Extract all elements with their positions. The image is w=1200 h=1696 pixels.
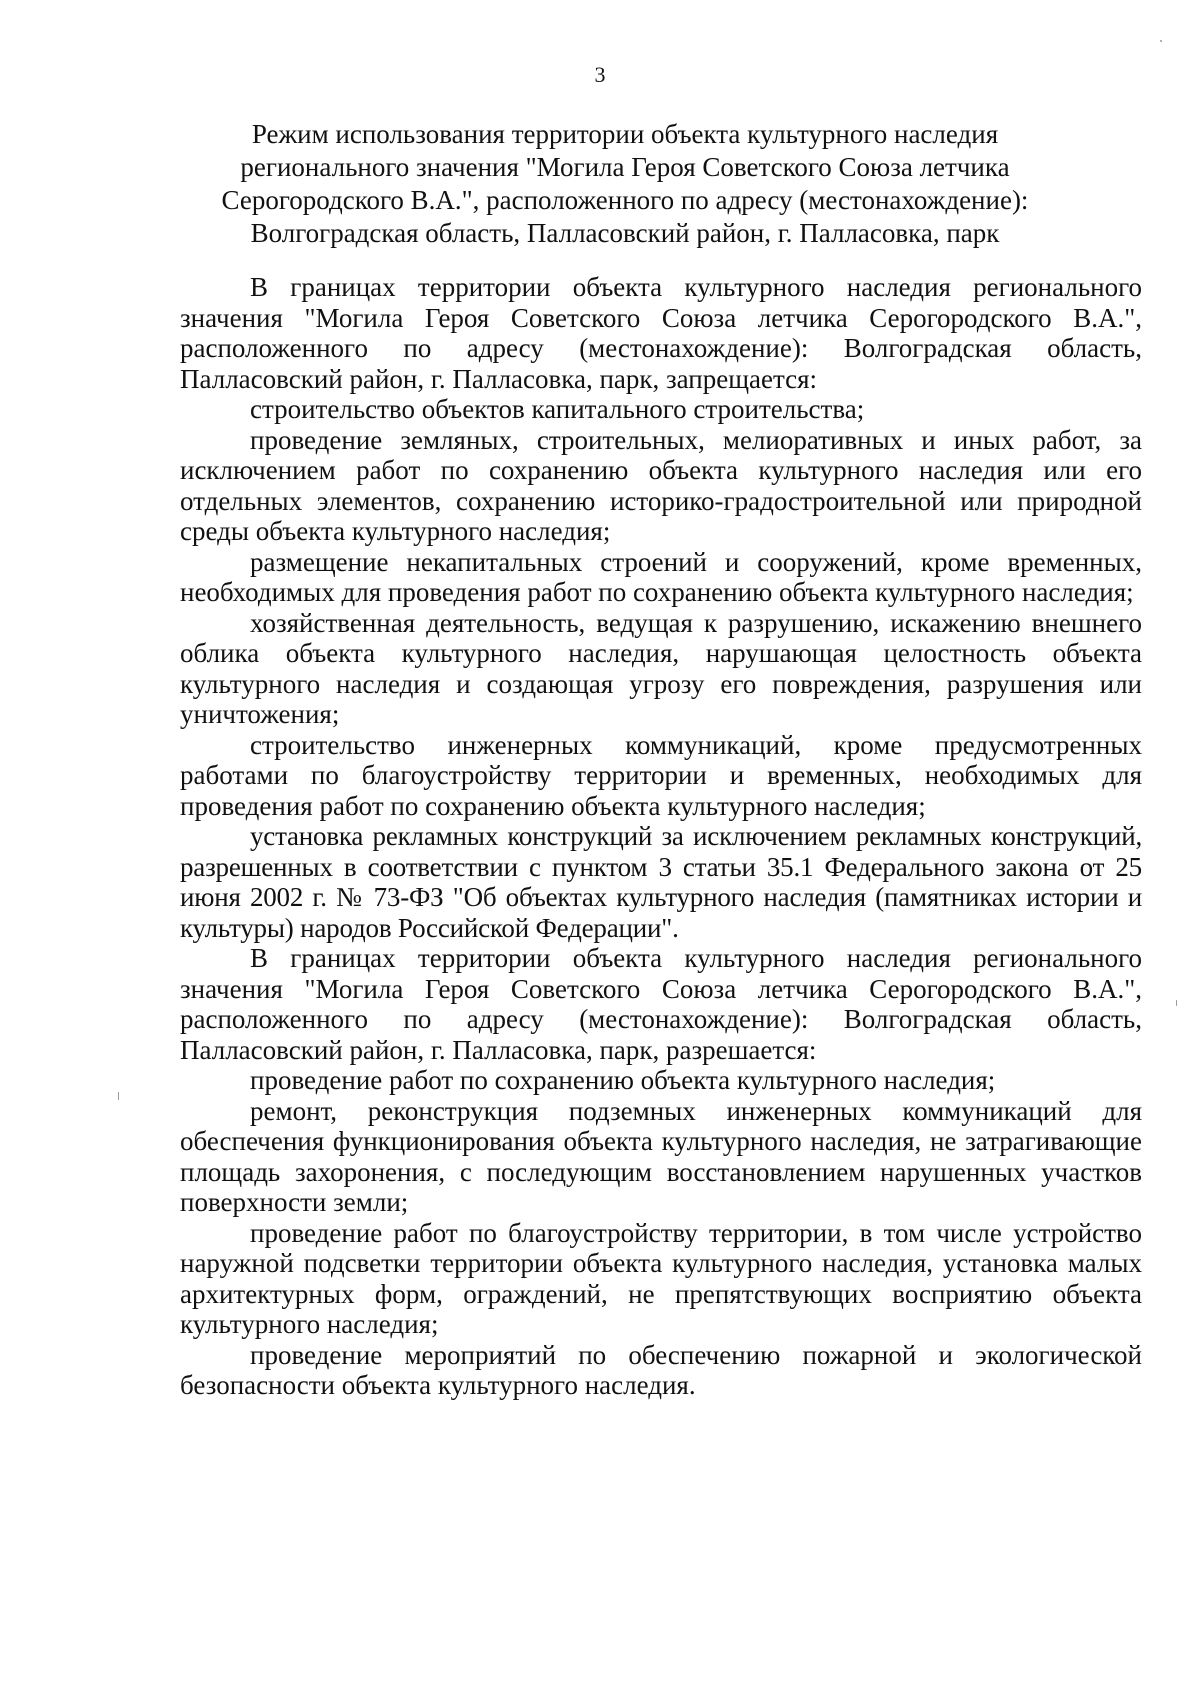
paragraph-item: проведение мероприятий по обеспечению пожарной и экологической безопасности объекта культурного наследия. xyxy=(180,1339,1142,1400)
scan-speck xyxy=(1176,1000,1177,1006)
paragraph-prohibited-intro: В границах территории объекта культурного наследия регионального значения "Могила Героя Советского Союза летчика Серогородского В.А.", расположенного по адресу (местонахождение): Волгоградская область, Палласовский район, г. Палласовка, парк, запрещается: xyxy=(180,272,1142,394)
title-line: регионального значения "Могила Героя Советского Союза летчика xyxy=(240,152,1010,182)
document-body xyxy=(180,272,1142,1401)
paragraph-item: проведение работ по благоустройству территории, в том числе устройство наружной подсветки территории объекта культурного наследия, установка малых архитектурных форм, ограждений, не препятствующих восприятию объекта культурного наследия; xyxy=(180,1217,1142,1339)
paragraph-item: проведение земляных, строительных, мелиоративных и иных работ, за исключением работ по сохранению объекта культурного наследия или его отдельных элементов, сохранению историко-градостроительной или природной среды объекта культурного наследия; xyxy=(180,424,1142,546)
scan-speck xyxy=(118,1092,119,1100)
title-line: Волгоградская область, Палласовский район, г. Палласовка, парк xyxy=(250,218,1000,248)
paragraph-allowed-intro: В границах территории объекта культурного наследия регионального значения "Могила Героя Советского Союза летчика Серогородского В.А.", расположенного по адресу (местонахождение): Волгоградская область, Палласовский район, г. Палласовка, парк, разрешается: xyxy=(180,943,1142,1065)
document-title xyxy=(175,118,1075,250)
paragraph-item: строительство объектов капитального строительства; xyxy=(250,394,865,424)
page-number: 3 xyxy=(594,62,606,87)
scan-speck xyxy=(1160,40,1162,42)
paragraph-item: установка рекламных конструкций за исключением рекламных конструкций, разрешенных в соответствии с пунктом 3 статьи 35.1 Федерального закона от 25 июня 2002 г. № 73-ФЗ "Об объектах культурного наследия (памятниках истории и культуры) народов Российской Федерации". xyxy=(180,821,1142,943)
paragraph-item: размещение некапитальных строений и сооружений, кроме временных, необходимых для проведения работ по сохранению объекта культурного наследия; xyxy=(180,546,1142,607)
paragraph-item: проведение работ по сохранению объекта культурного наследия; xyxy=(250,1065,996,1095)
title-line: Серогородского В.А.", расположенного по адресу (местонахождение): xyxy=(221,185,1029,215)
paragraph-item: хозяйственная деятельность, ведущая к разрушению, искажению внешнего облика объекта культурного наследия, нарушающая целостность объекта культурного наследия и создающая угрозу его повреждения, разрушения или уничтожения; xyxy=(180,607,1142,729)
paragraph-item: ремонт, реконструкция подземных инженерных коммуникаций для обеспечения функционирования объекта культурного наследия, не затрагивающие площадь захоронения, с последующим восстановлением нарушенных участков поверхности земли; xyxy=(180,1095,1142,1217)
title-line: Режим использования территории объекта культурного наследия xyxy=(251,119,999,149)
paragraph-item: строительство инженерных коммуникаций, кроме предусмотренных работами по благоустройству территории и временных, необходимых для проведения работ по сохранению объекта культурного наследия; xyxy=(180,729,1142,821)
